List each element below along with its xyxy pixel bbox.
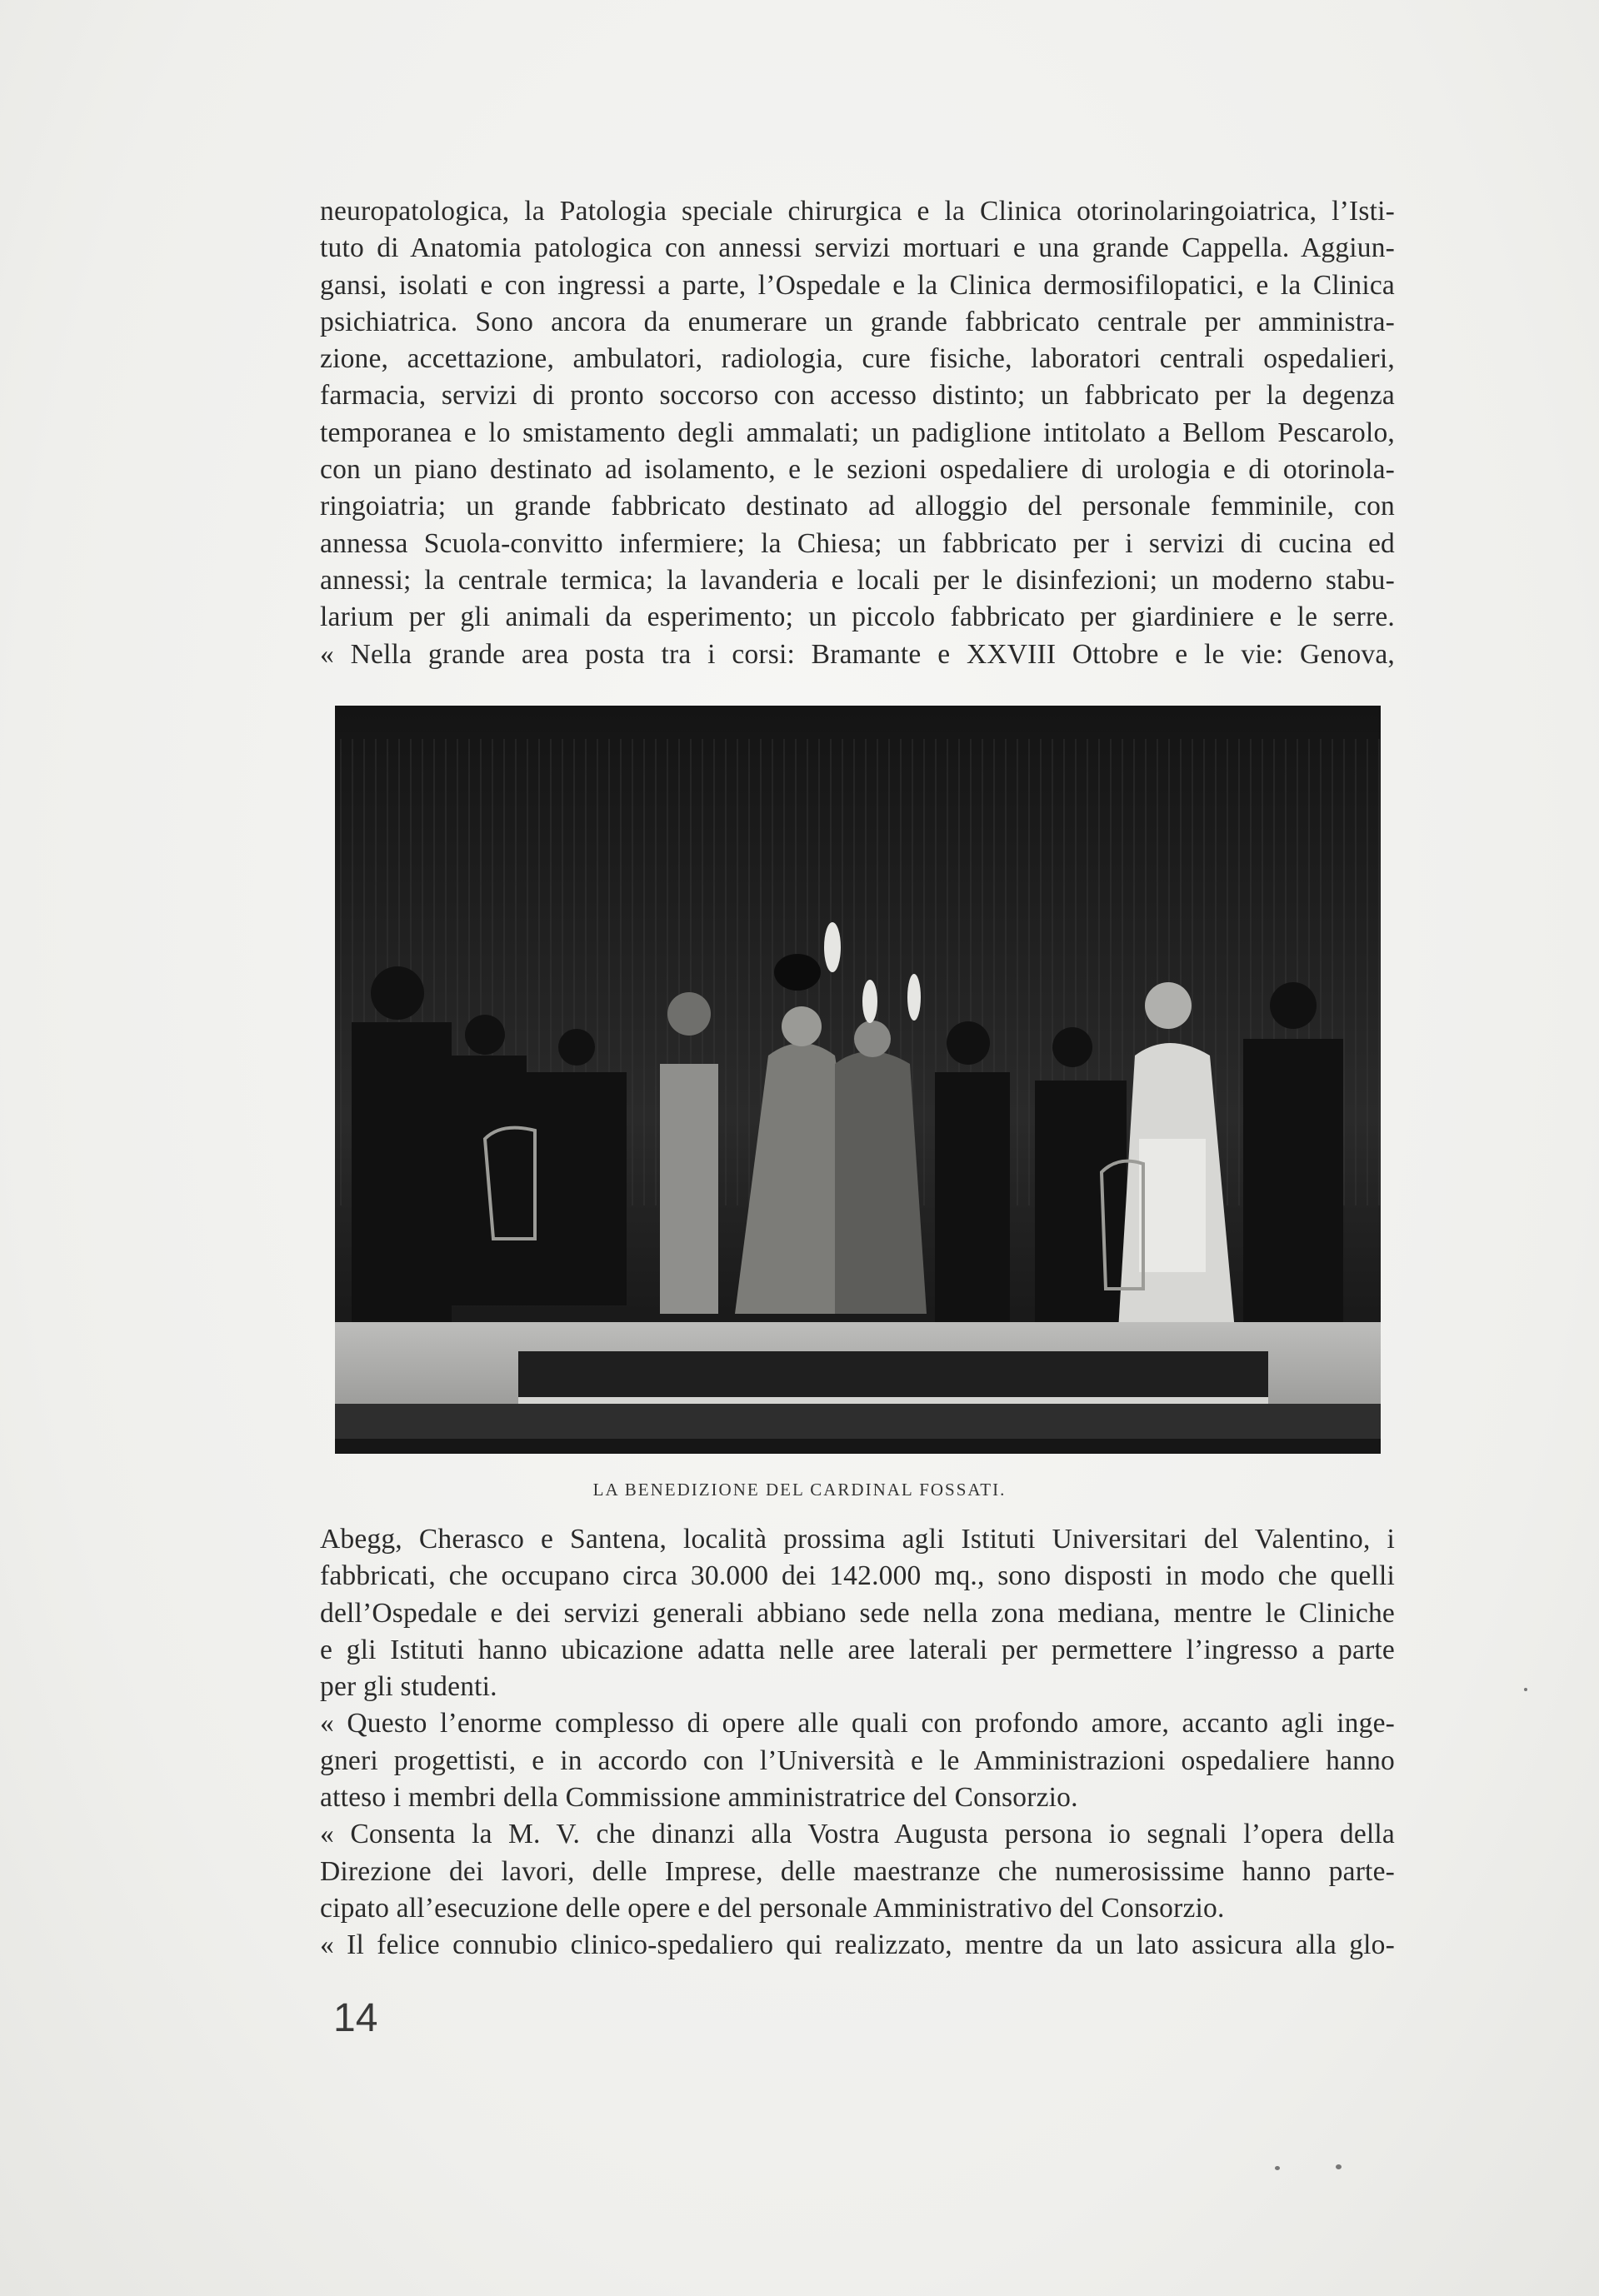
text-line: cipato all’esecuzione delle opere e del personale Amministrativo del Consorzio. (320, 1892, 1225, 1924)
photo-caption: LA BENEDIZIONE DEL CARDINAL FOSSATI. (592, 1480, 1007, 1500)
paper-speck (1524, 1688, 1527, 1691)
page-number: 14 (333, 1996, 378, 2040)
text-line: gneri progettisti, e in accordo con l’Università e le Amministrazioni ospedaliere hanno (320, 1744, 1395, 1776)
text-line: gansi, isolati e con ingressi a parte, l’Ospedale e la Clinica dermosifilopatici, e la Clinica (320, 269, 1395, 301)
text-line: « Nella grande area posta tra i corsi: Bramante e XXVIII Ottobre e le vie: Genova, (320, 638, 1395, 670)
text-line: e gli Istituti hanno ubicazione adatta nelle aree laterali per permettere l’ingresso a parte (320, 1634, 1395, 1665)
text-line: zione, accettazione, ambulatori, radiologia, cure fisiche, laboratori centrali ospedalieri, (320, 343, 1395, 375)
text-line: ringoiatria; un grande fabbricato destinato ad alloggio del personale femminile, con (320, 491, 1395, 522)
text-line: atteso i membri della Commissione amministratrice del Consorzio. (320, 1782, 1078, 1814)
text-line: « Questo l’enorme complesso di opere alle quali con profondo amore, accanto agli inge- (320, 1708, 1395, 1739)
text-line: per gli studenti. (320, 1671, 497, 1703)
text-line: annessi; la centrale termica; la lavanderia e locali per le disinfezioni; un moderno stabu- (320, 564, 1395, 596)
text-line: dell’Ospedale e dei servizi generali abbiano sede nella zona mediana, mentre le Cliniche (320, 1597, 1395, 1629)
text-line: psichiatrica. Sono ancora da enumerare un grande fabbricato centrale per amministra- (320, 306, 1395, 337)
body-text-top (320, 193, 1395, 673)
paper-speck (1275, 2166, 1280, 2170)
paper-speck (1336, 2164, 1342, 2169)
text-line: temporanea e lo smistamento degli ammalati; un padiglione intitolato a Bellom Pescarolo, (320, 417, 1395, 448)
text-line: « Consenta la M. V. che dinanzi alla Vostra Augusta persona io segnali l’opera della (320, 1819, 1395, 1850)
text-line: « Il felice connubio clinico-spedaliero qui realizzato, mentre da un lato assicura alla glo- (320, 1929, 1395, 1961)
text-line: annessa Scuola-convitto infermiere; la Chiesa; un fabbricato per i servizi di cucina ed (320, 527, 1395, 559)
text-line: farmacia, servizi di pronto soccorso con accesso distinto; un fabbricato per la degenza (320, 380, 1395, 412)
text-line: larium per gli animali da esperimento; un piccolo fabbricato per giardiniere e le serre. (320, 601, 1395, 633)
body-text-bottom (320, 1521, 1395, 1964)
ceremony-photograph (335, 706, 1381, 1454)
text-line: con un piano destinato ad isolamento, e le sezioni ospedaliere di urologia e di otorinola- (320, 454, 1395, 486)
text-line: Abegg, Cherasco e Santena, località prossima agli Istituti Universitari del Valentino, i (320, 1524, 1395, 1555)
text-line: Direzione dei lavori, delle Imprese, delle maestranze che numerosissime hanno parte- (320, 1855, 1395, 1887)
text-line: neuropatologica, la Patologia speciale chirurgica e la Clinica otorinolaringoiatrica, l’Isti- (320, 196, 1395, 227)
text-line: tuto di Anatomia patologica con annessi servizi mortuari e una grande Cappella. Aggiun- (320, 232, 1395, 264)
text-line: fabbricati, che occupano circa 30.000 dei 142.000 mq., sono disposti in modo che quelli (320, 1560, 1395, 1592)
